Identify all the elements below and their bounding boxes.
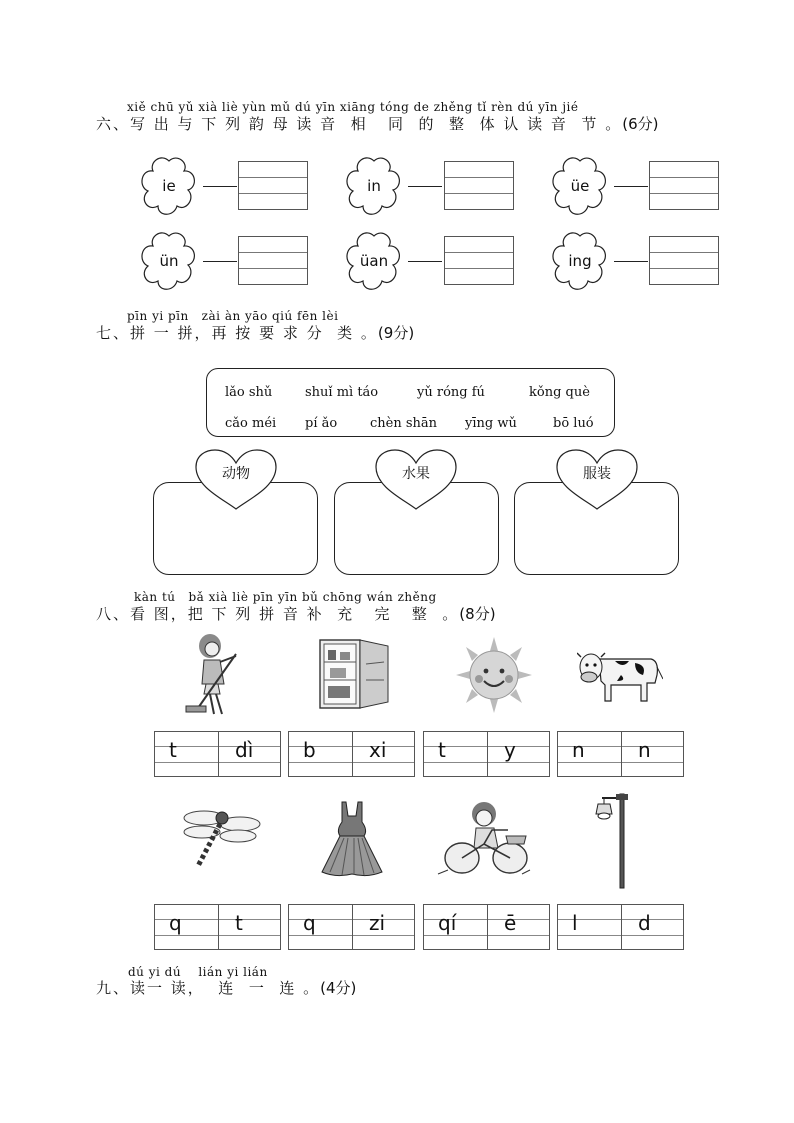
connector-line bbox=[614, 261, 648, 262]
section8-score: (8分) bbox=[459, 605, 496, 623]
connector-line bbox=[203, 261, 237, 262]
pinyin-word: yīng wǔ bbox=[465, 416, 517, 431]
pinyin-grid-street-lamp[interactable] bbox=[557, 904, 684, 950]
heart-label-fruits bbox=[373, 449, 459, 511]
flower-ie bbox=[136, 155, 202, 217]
grid-syllable: t bbox=[438, 738, 446, 762]
flower-label: üe bbox=[570, 177, 590, 195]
flower-label: ün bbox=[159, 252, 179, 270]
pinyin-word: pí ǎo bbox=[305, 416, 338, 431]
flower-label: in bbox=[367, 177, 381, 195]
connector-line bbox=[408, 186, 442, 187]
section8-pinyin: kàn tú bǎ xià liè pīn yīn bǔ chōng wán zhěng bbox=[134, 590, 437, 604]
flower-un bbox=[136, 230, 202, 292]
section8-title: 八、看 图，把 下 列 拼 音 补 充 完 整 。(8分) bbox=[96, 605, 496, 623]
connector-line bbox=[203, 186, 237, 187]
section9-score: (4分) bbox=[320, 979, 357, 997]
pinyin-word: kǒng què bbox=[529, 385, 590, 400]
connector-line bbox=[408, 261, 442, 262]
grid-syllable: b bbox=[303, 738, 316, 762]
street-lamp-picture bbox=[590, 792, 630, 890]
section7-title: 七、拼 一 拼，再 按 要 求 分 类 。(9分) bbox=[96, 324, 415, 342]
pinyin-word: shuǐ mì táo bbox=[305, 385, 379, 400]
writing-lines[interactable] bbox=[238, 161, 308, 210]
dragonfly-picture bbox=[182, 806, 262, 870]
section9-pinyin: dú yi dú lián yi lián bbox=[128, 965, 268, 979]
pinyin-word: cǎo méi bbox=[225, 416, 277, 431]
heart-label-clothing bbox=[554, 449, 640, 511]
pinyin-word: bō luó bbox=[553, 416, 594, 431]
grid-syllable: d bbox=[638, 911, 651, 935]
pinyin-grid-dragonfly[interactable] bbox=[154, 904, 281, 950]
flower-in bbox=[341, 155, 407, 217]
section6-title: 六、写 出 与 下 列 韵 母 读 音 相 同 的 整 体 认 读 音 节 。(6分) bbox=[96, 115, 659, 133]
grid-syllable: q bbox=[303, 911, 316, 935]
pinyin-grid-sun[interactable] bbox=[423, 731, 550, 777]
grid-syllable: t bbox=[169, 738, 177, 762]
flower-ing bbox=[547, 230, 613, 292]
skirt-picture bbox=[320, 800, 384, 878]
pinyin-grid-skirt[interactable] bbox=[288, 904, 415, 950]
heart-label-animals bbox=[193, 449, 279, 511]
grid-syllable: n bbox=[638, 738, 651, 762]
writing-lines[interactable] bbox=[649, 236, 719, 285]
category-label: 服装 bbox=[583, 466, 611, 482]
cow-picture bbox=[577, 645, 663, 703]
category-label: 水果 bbox=[402, 466, 430, 482]
flower-label: ie bbox=[162, 177, 176, 195]
pinyin-word: lǎo shǔ bbox=[225, 385, 273, 400]
sun-picture bbox=[454, 637, 534, 713]
section7-pinyin: pīn yi pīn zài àn yāo qiú fēn lèi bbox=[127, 309, 339, 323]
grid-syllable: l bbox=[572, 911, 578, 935]
pinyin-word: chèn shān bbox=[370, 416, 438, 431]
sweeping-girl-picture bbox=[180, 632, 242, 718]
grid-syllable: dì bbox=[235, 738, 254, 762]
section6-pinyin: xiě chū yǔ xià liè yùn mǔ dú yīn xiāng tóng de zhěng tǐ rèn dú yīn jié bbox=[127, 100, 579, 114]
section7-score: (9分) bbox=[377, 324, 415, 342]
writing-lines[interactable] bbox=[238, 236, 308, 285]
writing-lines[interactable] bbox=[444, 161, 514, 210]
writing-lines[interactable] bbox=[444, 236, 514, 285]
section9-title: 九、读一 读， 连 一 连 。(4分) bbox=[96, 979, 357, 997]
pinyin-grid-cow[interactable] bbox=[557, 731, 684, 777]
section6-score: (6分) bbox=[622, 115, 659, 133]
writing-lines[interactable] bbox=[649, 161, 719, 210]
grid-syllable: q bbox=[169, 911, 182, 935]
flower-ue bbox=[547, 155, 613, 217]
flower-label: üan bbox=[359, 252, 389, 270]
flower-uan bbox=[341, 230, 407, 292]
pinyin-word: yǔ róng fú bbox=[417, 385, 485, 400]
grid-syllable: y bbox=[504, 738, 516, 762]
pinyin-grid-fridge[interactable] bbox=[288, 731, 415, 777]
pinyin-grid-sweep-floor[interactable] bbox=[154, 731, 281, 777]
pinyin-grid-ride-bike[interactable] bbox=[423, 904, 550, 950]
flower-label: ing bbox=[568, 252, 592, 270]
grid-syllable: n bbox=[572, 738, 585, 762]
category-label: 动物 bbox=[222, 466, 250, 482]
grid-syllable: t bbox=[235, 911, 243, 935]
girl-on-bike-picture bbox=[436, 800, 532, 880]
grid-syllable: ē bbox=[504, 911, 517, 935]
grid-syllable: zi bbox=[369, 911, 386, 935]
connector-line bbox=[614, 186, 648, 187]
grid-syllable: xi bbox=[369, 738, 387, 762]
fridge-picture bbox=[318, 636, 392, 712]
grid-syllable: qí bbox=[438, 911, 457, 935]
